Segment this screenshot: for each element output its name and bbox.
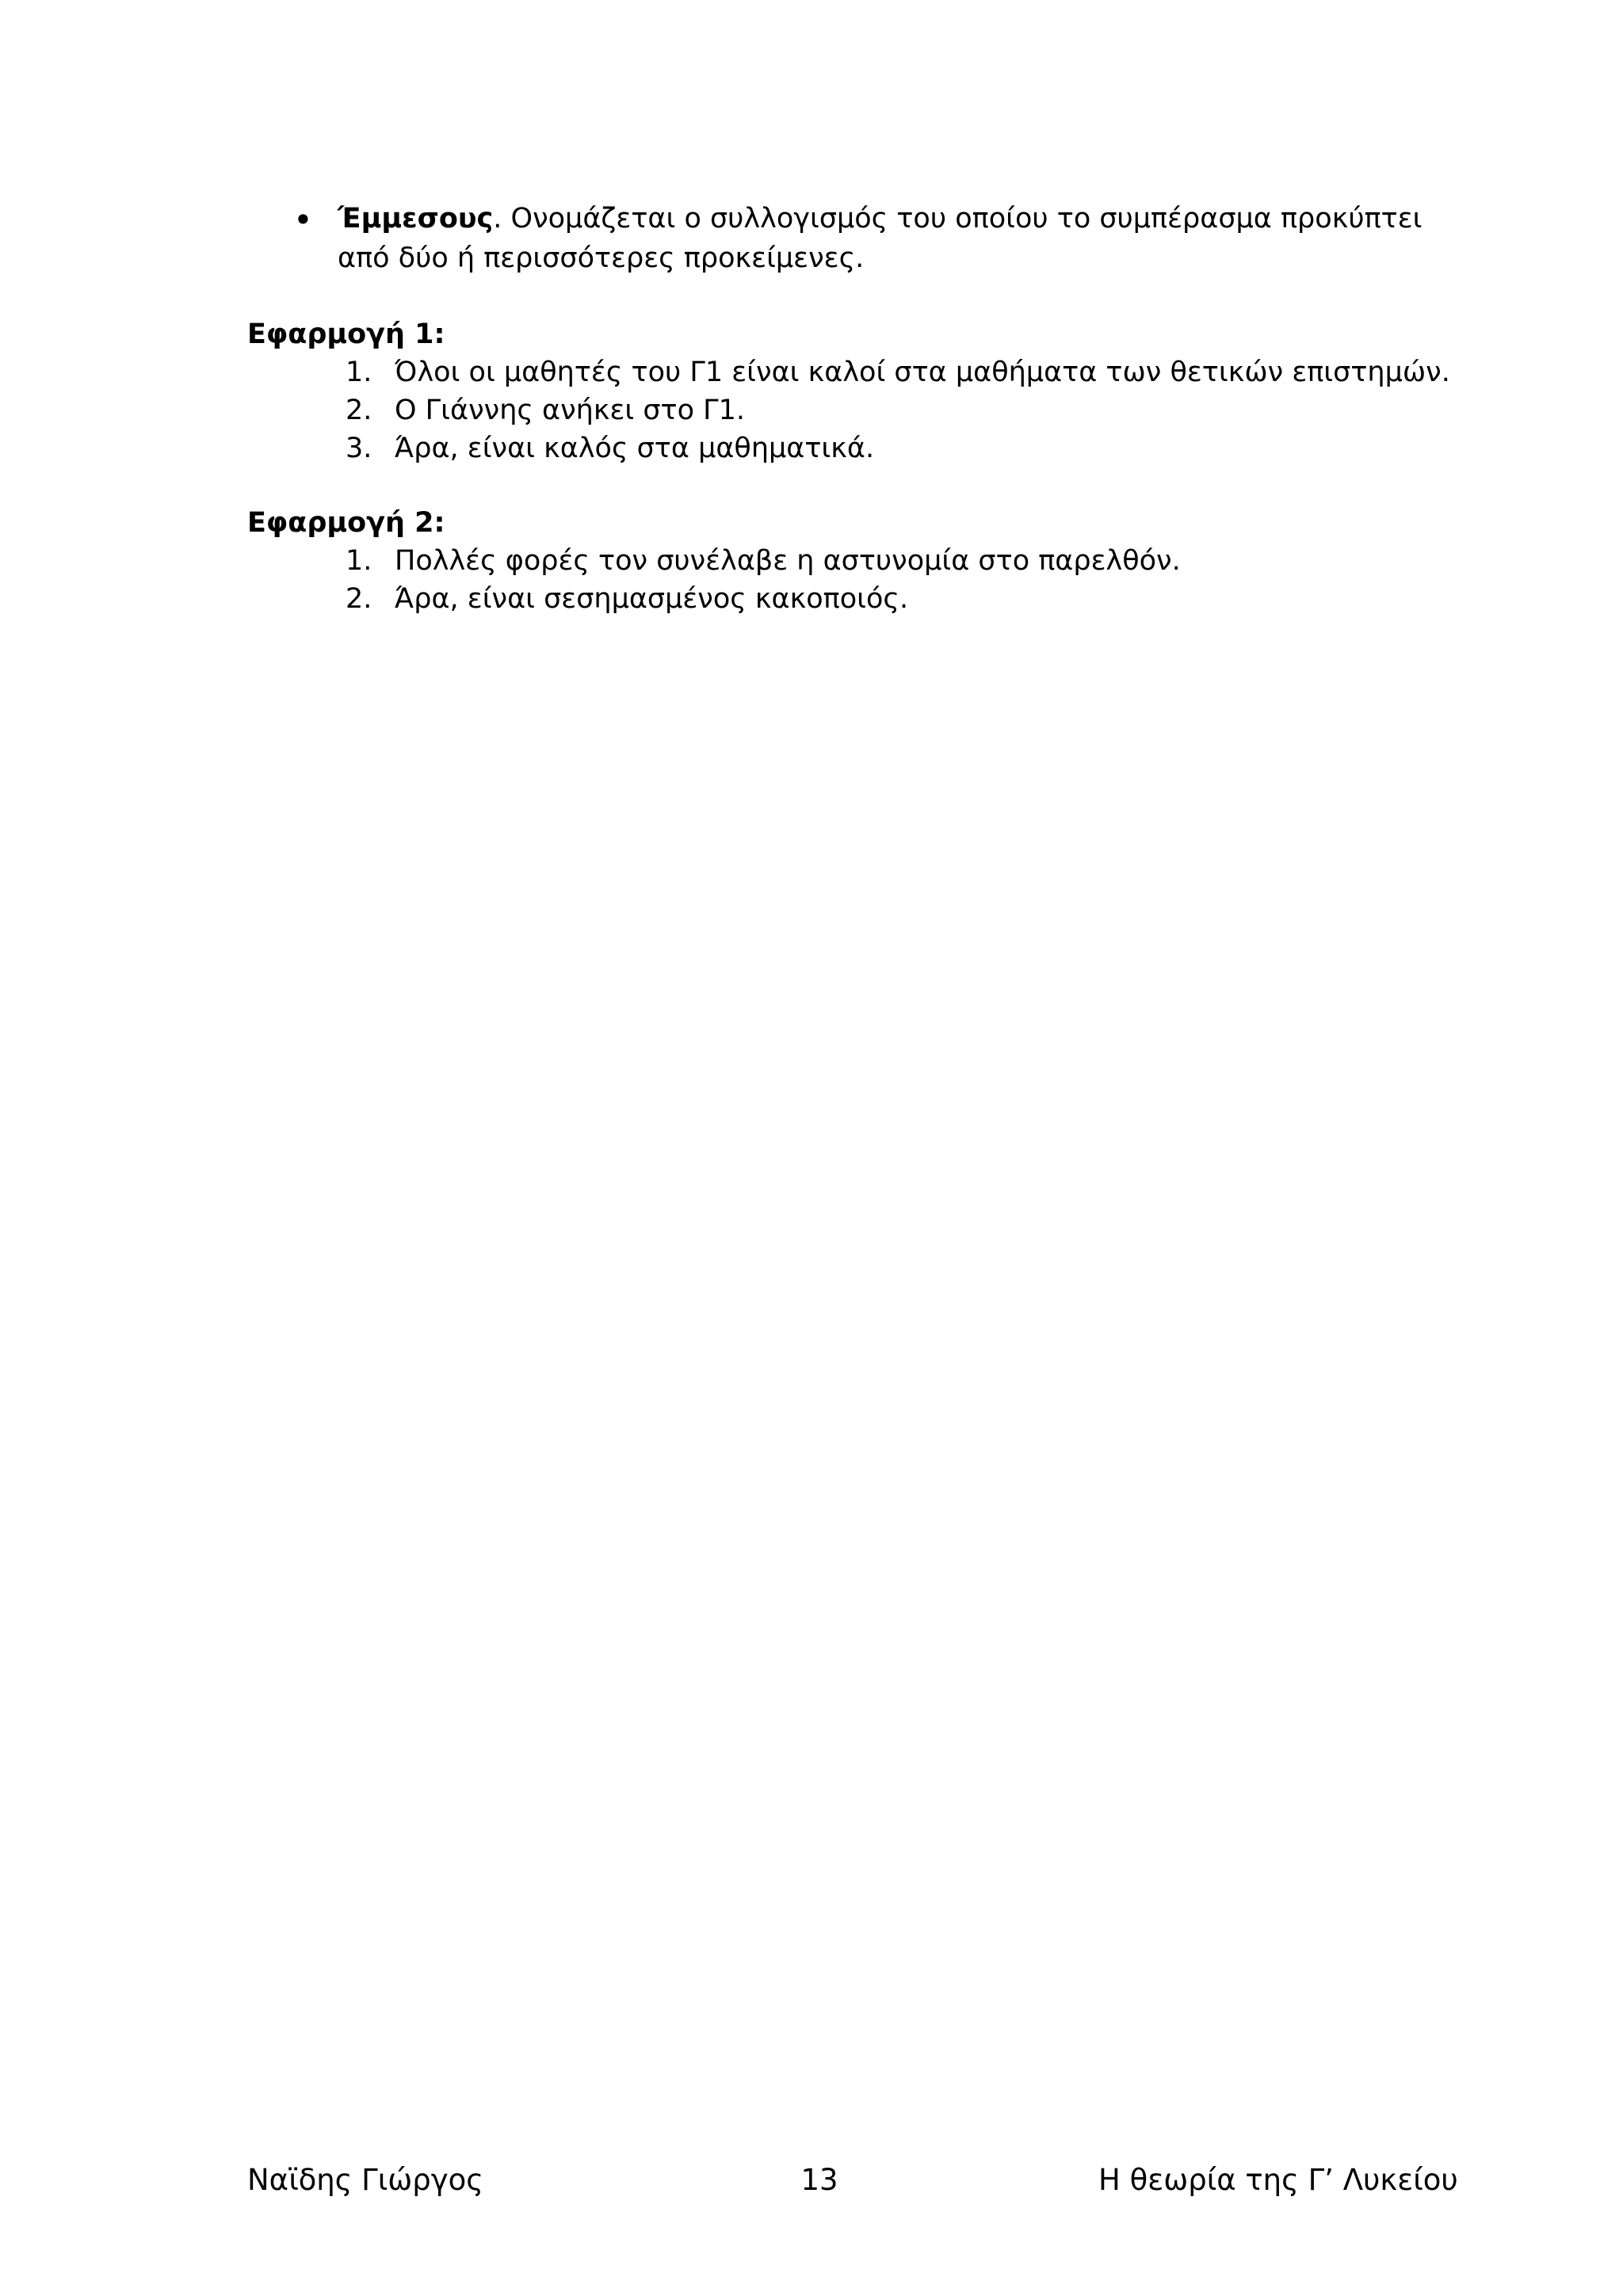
bullet-term: Έμμεσους bbox=[338, 203, 494, 235]
list-item-number: 2. bbox=[346, 583, 372, 615]
bullet-dot-icon: • bbox=[293, 200, 313, 239]
bullet-line-1 bbox=[338, 200, 1422, 238]
footer-title: Η θεωρία της Γ’ Λυκείου bbox=[1098, 2163, 1458, 2197]
application-2-heading: Εφαρμογή 2: bbox=[247, 507, 445, 539]
list-item-text: Άρα, είναι καλός στα μαθηματικά. bbox=[395, 433, 875, 464]
bullet-definition-part1: . Ονομάζεται ο συλλογισμός του οποίου το συμπέρασμα προκύπτει bbox=[493, 203, 1423, 235]
list-item bbox=[346, 353, 1450, 391]
list-item-number: 1. bbox=[346, 545, 372, 577]
list-item bbox=[346, 542, 1181, 580]
application-2-list bbox=[346, 542, 1181, 618]
application-1-heading: Εφαρμογή 1: bbox=[247, 318, 445, 350]
list-item-text: Πολλές φορές τον συνέλαβε η αστυνομία στο παρελθόν. bbox=[395, 545, 1181, 577]
list-item-text: Όλοι οι μαθητές του Γ1 είναι καλοί στα μαθήματα των θετικών επιστημών. bbox=[395, 357, 1450, 388]
list-item-text: Ο Γιάννης ανήκει στο Γ1. bbox=[395, 395, 746, 426]
list-item bbox=[346, 429, 1450, 467]
bullet-definition-part2: από δύο ή περισσότερες προκείμενες. bbox=[338, 242, 865, 274]
list-item-text: Άρα, είναι σεσημασμένος κακοποιός. bbox=[395, 583, 909, 615]
list-item-number: 1. bbox=[346, 357, 372, 388]
footer-page-number: 13 bbox=[800, 2163, 838, 2197]
list-item bbox=[346, 580, 1181, 618]
application-1-list bbox=[346, 353, 1450, 467]
footer-author: Ναϊδης Γιώργος bbox=[247, 2163, 484, 2197]
list-item-number: 2. bbox=[346, 395, 372, 426]
list-item bbox=[346, 391, 1450, 429]
list-item-number: 3. bbox=[346, 433, 372, 464]
